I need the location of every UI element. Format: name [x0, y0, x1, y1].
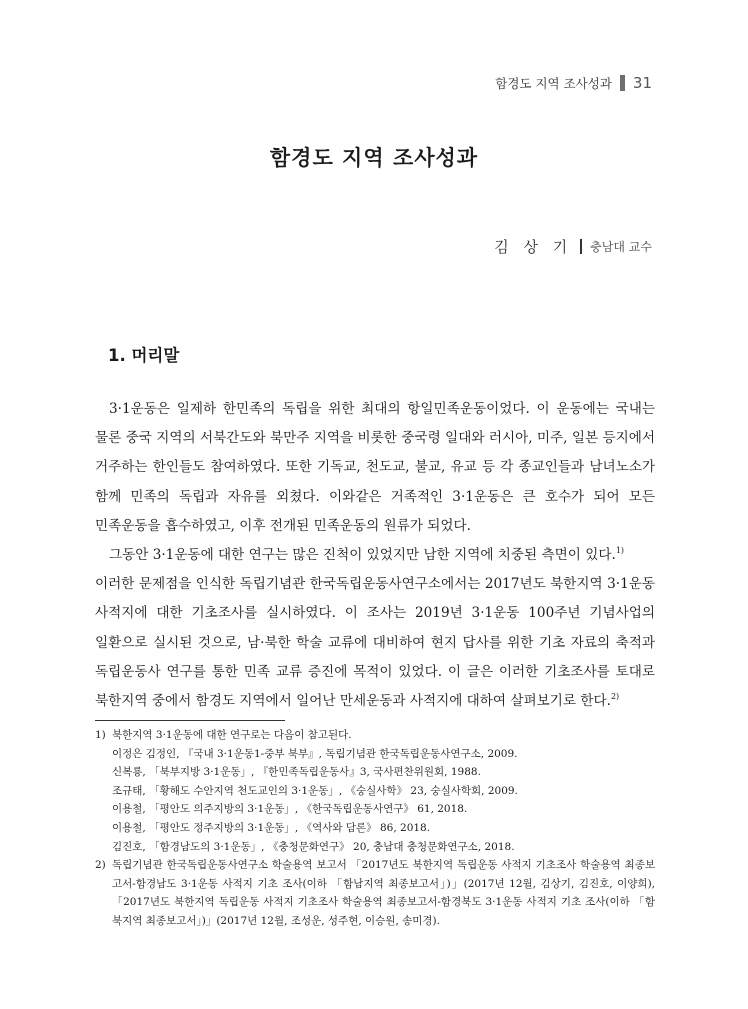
- author-name: 김 상 기: [494, 238, 573, 256]
- author-line: [494, 236, 652, 257]
- running-title: 함경도 지역 조사성과: [495, 76, 612, 91]
- footnote-number: 2): [95, 859, 106, 872]
- footnote-number: 1): [95, 729, 106, 741]
- article-title: 함경도 지역 조사성과: [269, 146, 479, 170]
- footnote-1: [95, 726, 655, 856]
- paragraph-1: [95, 395, 655, 541]
- footnote-reference: 이용철, 「평안도 의주지방의 3·1운동」, 《한국독립운동사연구》 61, 2018.: [112, 803, 468, 816]
- footnote-ref-2: 2): [610, 692, 620, 702]
- paragraph-2-text: 그동안 3·1운동에 대한 연구는 많은 진척이 있었지만 남한 지역에 치중된 측면이 있다.: [109, 547, 616, 564]
- footnote-text: 독립기념관 한국독립운동사연구소 학술용역 보고서 「2017년도 북한지역 독립운동 사적지 기초조사 학술용역 최종보고서-함경남도 3·1운동 사적지 기초 조사(이하 「함남지역 최종보고서」)」(2017년 12월, 김상기, 김진호, 이양희), 「2017년도 북한지역 독립운동 사적지 기초조사 학술용역 최종보고서-함경북도 3·1운동 사적지 기초 조사(이하 「함북지역 최종보고서」)」(2017년 12월, 조성운, 성주현, 이승원, 송미경).: [112, 859, 655, 927]
- footnote-reference: 김진호, 「함경남도의 3·1운동」, 《충청문화연구》 20, 충남대 충청문화연구소, 2018.: [112, 840, 515, 853]
- footnote-reference: 신복룡, 「북부지방 3·1운동」, 『한민족독립운동사』3, 국사편찬위원회, 1988.: [112, 766, 481, 779]
- header-divider-bar: [620, 75, 625, 91]
- body-text: [95, 395, 655, 716]
- section-heading: 1. 머리말: [108, 346, 180, 365]
- paragraph-3-text: 이러한 문제점을 인식한 독립기념관 한국독립운동사연구소에서는 2017년도 북한지역 3·1운동 사적지에 대한 기초조사를 실시하였다. 이 조사는 2019년 3·1운동 100주년 기념사업의 일환으로 실시된 것으로, 남·북한 학술 교류에 대비하여 현지 답사를 위한 기초 자료의 축적과 독립운동사 연구를 통한 민족 교류 증진에 목적이 있었다. 이 글은 이러한 기초조사를 토대로 북한지역 중에서 함경도 지역에서 일어난 만세운동과 사적지에 대하여 살펴보기로 한다.: [95, 576, 655, 710]
- paragraph-3: [95, 570, 655, 716]
- paragraph-1-text: 3·1운동은 일제하 한민족의 독립을 위한 최대의 항일민족운동이었다. 이 운동에는 국내는 물론 중국 지역의 서북간도와 북만주 지역을 비롯한 중국령 일대와 러시아, 미주, 일본 등지에서 거주하는 한인들도 참여하였다. 또한 기독교, 천도교, 불교, 유교 등 각 종교인들과 남녀노소가 함께 민족의 독립과 자유를 외쳤다. 이와같은 거족적인 3·1운동은 큰 호수가 되어 모든 민족운동을 흡수하였고, 이후 전개된 민족운동의 원류가 되었다.: [95, 401, 655, 534]
- footnote-reference-list: [95, 745, 655, 857]
- footnote-ref-1: 1): [615, 546, 625, 556]
- running-header: [495, 74, 652, 92]
- paragraph-2: [95, 541, 655, 570]
- footnote-text: 북한지역 3·1운동에 대한 연구로는 다음이 참고된다.: [112, 729, 352, 741]
- author-affiliation: 충남대 교수: [590, 240, 652, 254]
- author-divider: [580, 239, 582, 254]
- footnote-2: [95, 856, 655, 930]
- footnote-reference: 이정은 김정인, 『국내 3·1운동1-중부 북부』, 독립기념관 한국독립운동사연구소, 2009.: [112, 747, 518, 760]
- page-number: 31: [632, 74, 652, 92]
- footnote-reference: 이용철, 「평안도 정주지방의 3·1운동」, 《역사와 담론》 86, 2018.: [112, 821, 431, 834]
- footnote-reference: 조규태, 「황해도 수안지역 천도교인의 3·1운동」, 《숭실사학》 23, 숭실사학회, 2009.: [112, 784, 518, 797]
- footnote-divider: [95, 720, 285, 721]
- footnotes: [95, 726, 655, 931]
